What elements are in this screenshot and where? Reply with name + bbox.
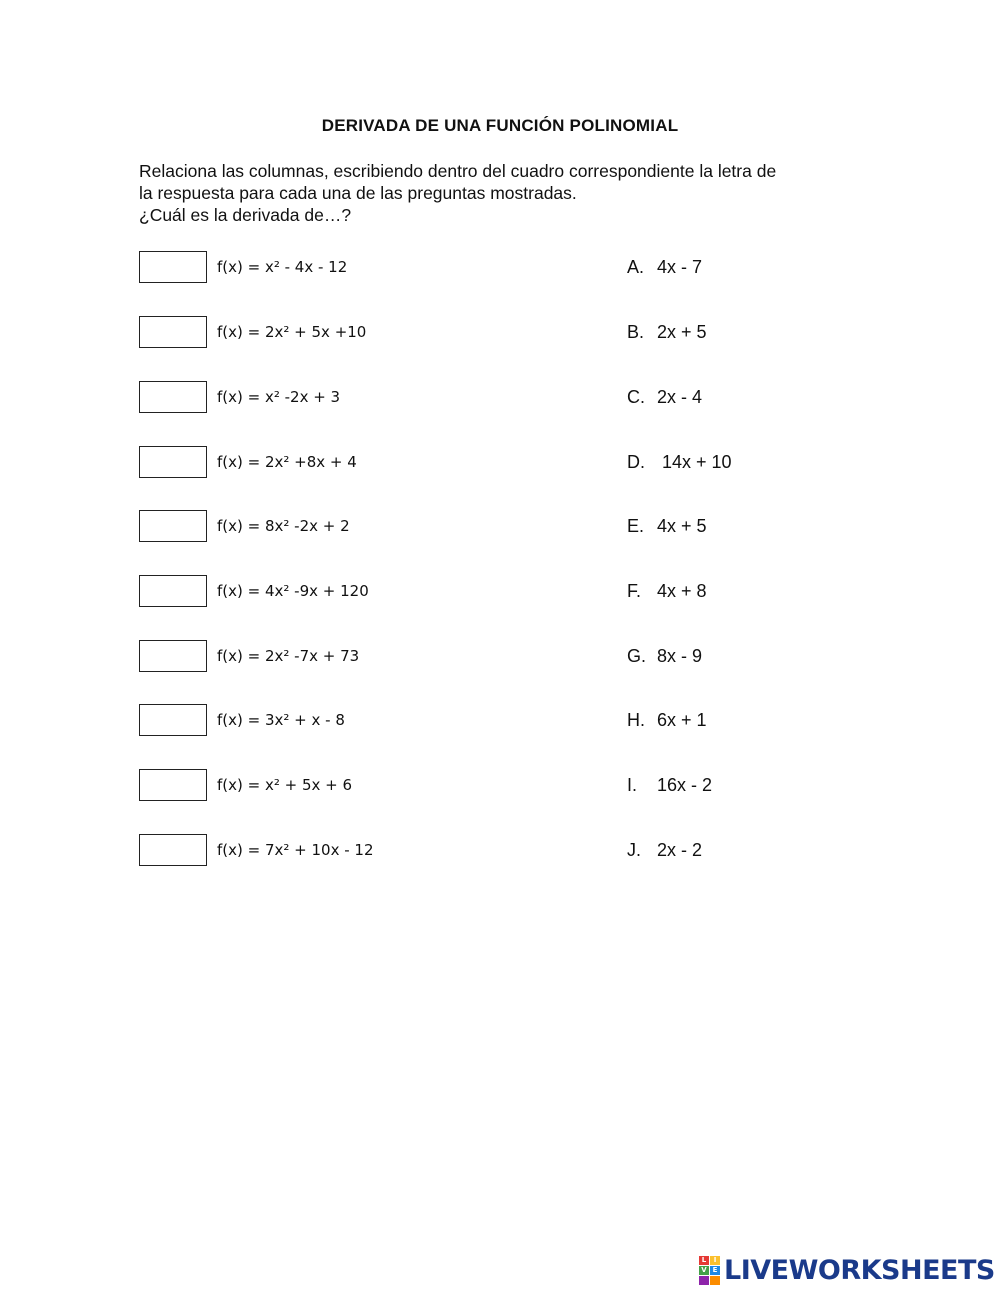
logo-block: I xyxy=(710,1256,720,1265)
logo-block xyxy=(699,1276,709,1285)
option-letter: H. xyxy=(627,709,645,730)
answer-option xyxy=(627,639,702,673)
answer-box[interactable] xyxy=(139,510,207,542)
answer-option xyxy=(627,250,702,284)
option-letter: A. xyxy=(627,256,645,277)
worksheet-title: DERIVADA DE UNA FUNCIÓN POLINOMIAL xyxy=(321,116,679,135)
logo-block xyxy=(710,1276,720,1285)
answer-box[interactable] xyxy=(139,251,207,283)
option-value: 8x - 9 xyxy=(657,645,703,666)
option-letter: F. xyxy=(627,580,642,601)
question-function: f(x) = 4x² -9x + 120 xyxy=(217,582,369,600)
instruction-line: la respuesta para cada una de las preguntas mostradas. xyxy=(139,183,577,203)
question-row xyxy=(139,380,340,414)
question-row xyxy=(139,509,350,543)
logo-blocks-icon xyxy=(699,1256,720,1285)
question-row xyxy=(139,315,366,349)
question-function: f(x) = 2x² +8x + 4 xyxy=(217,453,357,471)
option-value: 2x - 4 xyxy=(657,386,703,407)
question-function: f(x) = x² -2x + 3 xyxy=(217,388,341,406)
option-value: 4x - 7 xyxy=(657,256,703,277)
instruction-line: Relaciona las columnas, escribiendo dentro del cuadro correspondiente la letra de xyxy=(139,161,777,181)
answer-option xyxy=(627,574,707,608)
option-letter: I. xyxy=(627,774,638,795)
question-row xyxy=(139,445,357,479)
answer-box[interactable] xyxy=(139,381,207,413)
question-function: f(x) = 3x² + x - 8 xyxy=(217,711,345,729)
answer-box[interactable] xyxy=(139,575,207,607)
instructions xyxy=(139,160,879,226)
answer-box[interactable] xyxy=(139,834,207,866)
answer-option xyxy=(627,509,707,543)
logo-text: LIVEWORKSHEETS xyxy=(724,1254,995,1286)
question-row xyxy=(139,574,369,608)
logo-block: L xyxy=(699,1256,709,1265)
answer-option xyxy=(627,445,732,479)
question-function: f(x) = 2x² + 5x +10 xyxy=(217,323,367,341)
question-row xyxy=(139,639,359,673)
question-row xyxy=(139,703,345,737)
answer-box[interactable] xyxy=(139,769,207,801)
option-letter: G. xyxy=(627,645,647,666)
option-value: 2x - 2 xyxy=(657,839,703,860)
question-row xyxy=(139,768,352,802)
answer-option xyxy=(627,315,707,349)
option-value: 16x - 2 xyxy=(657,774,713,795)
question-row xyxy=(139,250,347,284)
liveworksheets-logo xyxy=(699,1256,995,1284)
option-letter: B. xyxy=(627,321,645,342)
question-function: f(x) = x² - 4x - 12 xyxy=(217,258,348,276)
question-function: f(x) = 8x² -2x + 2 xyxy=(217,517,350,535)
question-function: f(x) = 2x² -7x + 73 xyxy=(217,647,360,665)
option-letter: E. xyxy=(627,515,645,536)
answer-box[interactable] xyxy=(139,640,207,672)
option-letter: J. xyxy=(627,839,642,860)
question-row xyxy=(139,833,374,867)
option-letter: D. xyxy=(627,451,645,472)
answer-option xyxy=(627,380,702,414)
logo-block: V xyxy=(699,1266,709,1275)
answer-box[interactable] xyxy=(139,446,207,478)
option-letter: C. xyxy=(627,386,645,407)
option-value: 2x + 5 xyxy=(657,321,707,342)
question-function: f(x) = 7x² + 10x - 12 xyxy=(217,841,374,859)
option-value: 14x + 10 xyxy=(657,451,732,472)
answer-option xyxy=(627,703,707,737)
option-value: 4x + 5 xyxy=(657,515,707,536)
answer-option xyxy=(627,833,702,867)
instruction-question: ¿Cuál es la derivada de…? xyxy=(139,205,352,225)
answer-option xyxy=(627,768,712,802)
option-value: 4x + 8 xyxy=(657,580,707,601)
logo-block: E xyxy=(710,1266,720,1275)
option-value: 6x + 1 xyxy=(657,709,707,730)
answer-box[interactable] xyxy=(139,316,207,348)
answer-box[interactable] xyxy=(139,704,207,736)
question-function: f(x) = x² + 5x + 6 xyxy=(217,776,353,794)
